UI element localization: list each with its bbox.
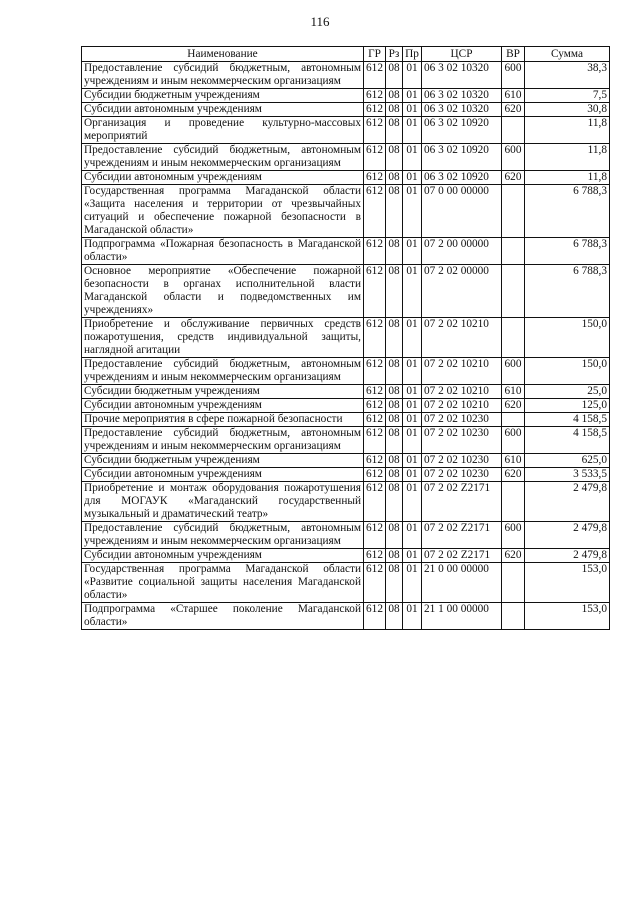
cell-csr: 21 1 00 00000: [422, 603, 502, 630]
cell-sum: 2 479,8: [525, 522, 610, 549]
cell-csr: 07 2 02 10210: [422, 318, 502, 358]
cell-sum: 153,0: [525, 603, 610, 630]
cell-vr: 620: [502, 171, 525, 185]
cell-sum: 11,8: [525, 171, 610, 185]
cell-vr: [502, 265, 525, 318]
cell-rz: 08: [386, 318, 403, 358]
cell-pr: 01: [403, 385, 422, 399]
cell-sum: 4 158,5: [525, 427, 610, 454]
table-row: [82, 522, 610, 549]
table-row: [82, 318, 610, 358]
cell-vr: 610: [502, 89, 525, 103]
cell-gr: 612: [364, 413, 386, 427]
cell-rz: 08: [386, 238, 403, 265]
cell-gr: 612: [364, 468, 386, 482]
cell-rz: 08: [386, 103, 403, 117]
table-row: [82, 358, 610, 385]
cell-pr: 01: [403, 171, 422, 185]
cell-name: Государственная программа Магаданской области «Защита населения и территории от чрезвычайных ситуаций и обеспечение пожарной безопасности в Магаданской области»: [82, 185, 364, 238]
cell-csr: 07 2 02 10210: [422, 399, 502, 413]
cell-pr: 01: [403, 238, 422, 265]
cell-rz: 08: [386, 563, 403, 603]
column-header-pr: Пр: [403, 47, 422, 62]
cell-csr: 07 2 02 10230: [422, 454, 502, 468]
table-row: [82, 89, 610, 103]
cell-name: Субсидии бюджетным учреждениям: [82, 454, 364, 468]
table-row: [82, 454, 610, 468]
column-header-rz: Рз: [386, 47, 403, 62]
cell-name: Предоставление субсидий бюджетным, автономным учреждениям и иным некоммерческим организациям: [82, 62, 364, 89]
cell-sum: 153,0: [525, 563, 610, 603]
table-row: [82, 399, 610, 413]
cell-vr: 600: [502, 144, 525, 171]
cell-gr: 612: [364, 144, 386, 171]
cell-vr: 610: [502, 385, 525, 399]
cell-csr: 06 3 02 10320: [422, 62, 502, 89]
cell-rz: 08: [386, 549, 403, 563]
cell-vr: [502, 318, 525, 358]
cell-csr: 07 2 00 00000: [422, 238, 502, 265]
cell-pr: 01: [403, 117, 422, 144]
cell-vr: 600: [502, 62, 525, 89]
cell-pr: 01: [403, 563, 422, 603]
cell-pr: 01: [403, 468, 422, 482]
cell-rz: 08: [386, 413, 403, 427]
table-row: [82, 603, 610, 630]
cell-sum: 7,5: [525, 89, 610, 103]
cell-name: Государственная программа Магаданской области «Развитие социальной защиты населения Магаданской области»: [82, 563, 364, 603]
cell-sum: 11,8: [525, 117, 610, 144]
cell-rz: 08: [386, 603, 403, 630]
cell-vr: 620: [502, 468, 525, 482]
cell-pr: 01: [403, 603, 422, 630]
cell-csr: 07 2 02 Z2171: [422, 482, 502, 522]
cell-csr: 07 0 00 00000: [422, 185, 502, 238]
cell-vr: [502, 482, 525, 522]
cell-csr: 21 0 00 00000: [422, 563, 502, 603]
cell-name: Приобретение и обслуживание первичных средств пожаротушения, средств индивидуальной защиты, наглядной агитации: [82, 318, 364, 358]
column-header-gr: ГР: [364, 47, 386, 62]
cell-pr: 01: [403, 89, 422, 103]
table-row: [82, 117, 610, 144]
cell-gr: 612: [364, 171, 386, 185]
cell-rz: 08: [386, 117, 403, 144]
table-row: [82, 144, 610, 171]
cell-sum: 4 158,5: [525, 413, 610, 427]
cell-sum: 38,3: [525, 62, 610, 89]
table-row: [82, 103, 610, 117]
cell-rz: 08: [386, 454, 403, 468]
table-row: [82, 185, 610, 238]
cell-csr: 07 2 02 10230: [422, 413, 502, 427]
page-number: 116: [310, 14, 330, 29]
cell-csr: 07 2 02 10230: [422, 468, 502, 482]
cell-name: Субсидии бюджетным учреждениям: [82, 89, 364, 103]
cell-vr: [502, 117, 525, 144]
cell-vr: [502, 563, 525, 603]
cell-gr: 612: [364, 358, 386, 385]
cell-gr: 612: [364, 238, 386, 265]
cell-pr: 01: [403, 265, 422, 318]
header-row: [82, 47, 610, 62]
table-row: [82, 563, 610, 603]
cell-name: Организация и проведение культурно-массовых мероприятий: [82, 117, 364, 144]
cell-gr: 612: [364, 89, 386, 103]
cell-gr: 612: [364, 399, 386, 413]
cell-name: Предоставление субсидий бюджетным, автономным учреждениям и иным некоммерческим организациям: [82, 358, 364, 385]
cell-vr: 600: [502, 358, 525, 385]
cell-name: Предоставление субсидий бюджетным, автономным учреждениям и иным некоммерческим организациям: [82, 427, 364, 454]
cell-rz: 08: [386, 89, 403, 103]
cell-sum: 2 479,8: [525, 482, 610, 522]
cell-name: Субсидии автономным учреждениям: [82, 399, 364, 413]
cell-name: Основное мероприятие «Обеспечение пожарной безопасности в органах исполнительной власти Магаданской области и подведомственных им учреждениях»: [82, 265, 364, 318]
cell-pr: 01: [403, 549, 422, 563]
cell-sum: 3 533,5: [525, 468, 610, 482]
table-row: [82, 385, 610, 399]
cell-sum: 6 788,3: [525, 265, 610, 318]
cell-pr: 01: [403, 454, 422, 468]
cell-csr: 07 2 02 10210: [422, 385, 502, 399]
cell-vr: 620: [502, 549, 525, 563]
cell-sum: 125,0: [525, 399, 610, 413]
table-header: [82, 47, 610, 62]
table-body: [82, 62, 610, 630]
cell-sum: 25,0: [525, 385, 610, 399]
cell-pr: 01: [403, 103, 422, 117]
cell-rz: 08: [386, 385, 403, 399]
cell-csr: 07 2 02 Z2171: [422, 522, 502, 549]
cell-sum: 30,8: [525, 103, 610, 117]
table-row: [82, 62, 610, 89]
cell-sum: 2 479,8: [525, 549, 610, 563]
cell-csr: 06 3 02 10320: [422, 103, 502, 117]
cell-pr: 01: [403, 482, 422, 522]
cell-gr: 612: [364, 265, 386, 318]
cell-rz: 08: [386, 522, 403, 549]
cell-csr: 06 3 02 10920: [422, 117, 502, 144]
cell-pr: 01: [403, 522, 422, 549]
cell-vr: [502, 185, 525, 238]
cell-csr: 07 2 02 10230: [422, 427, 502, 454]
table-row: [82, 413, 610, 427]
cell-sum: 6 788,3: [525, 185, 610, 238]
cell-vr: [502, 238, 525, 265]
cell-name: Подпрограмма «Пожарная безопасность в Магаданской области»: [82, 238, 364, 265]
cell-gr: 612: [364, 522, 386, 549]
cell-vr: 620: [502, 103, 525, 117]
cell-vr: 620: [502, 399, 525, 413]
cell-rz: 08: [386, 185, 403, 238]
cell-vr: 610: [502, 454, 525, 468]
cell-pr: 01: [403, 399, 422, 413]
table-row: [82, 238, 610, 265]
cell-vr: [502, 413, 525, 427]
cell-pr: 01: [403, 413, 422, 427]
column-header-vr: ВР: [502, 47, 525, 62]
cell-vr: [502, 603, 525, 630]
cell-gr: 612: [364, 563, 386, 603]
budget-table: [81, 46, 610, 630]
cell-sum: 11,8: [525, 144, 610, 171]
cell-pr: 01: [403, 144, 422, 171]
table-row: [82, 468, 610, 482]
cell-rz: 08: [386, 265, 403, 318]
cell-rz: 08: [386, 427, 403, 454]
cell-csr: 06 3 02 10920: [422, 171, 502, 185]
cell-pr: 01: [403, 185, 422, 238]
cell-pr: 01: [403, 318, 422, 358]
cell-sum: 6 788,3: [525, 238, 610, 265]
cell-gr: 612: [364, 62, 386, 89]
cell-csr: 07 2 02 00000: [422, 265, 502, 318]
cell-rz: 08: [386, 399, 403, 413]
cell-csr: 07 2 02 10210: [422, 358, 502, 385]
cell-rz: 08: [386, 482, 403, 522]
cell-sum: 150,0: [525, 318, 610, 358]
cell-gr: 612: [364, 318, 386, 358]
cell-csr: 06 3 02 10320: [422, 89, 502, 103]
cell-pr: 01: [403, 358, 422, 385]
cell-name: Субсидии бюджетным учреждениям: [82, 385, 364, 399]
cell-gr: 612: [364, 385, 386, 399]
cell-gr: 612: [364, 117, 386, 144]
cell-vr: 600: [502, 427, 525, 454]
cell-pr: 01: [403, 427, 422, 454]
cell-vr: 600: [502, 522, 525, 549]
column-header-name: Наименование: [82, 47, 364, 62]
cell-pr: 01: [403, 62, 422, 89]
column-header-csr: ЦСР: [422, 47, 502, 62]
table-row: [82, 482, 610, 522]
cell-rz: 08: [386, 358, 403, 385]
cell-rz: 08: [386, 144, 403, 171]
cell-name: Предоставление субсидий бюджетным, автономным учреждениям и иным некоммерческим организациям: [82, 522, 364, 549]
cell-sum: 150,0: [525, 358, 610, 385]
cell-gr: 612: [364, 185, 386, 238]
cell-csr: 07 2 02 Z2171: [422, 549, 502, 563]
cell-csr: 06 3 02 10920: [422, 144, 502, 171]
cell-gr: 612: [364, 103, 386, 117]
cell-gr: 612: [364, 549, 386, 563]
cell-gr: 612: [364, 454, 386, 468]
cell-name: Предоставление субсидий бюджетным, автономным учреждениям и иным некоммерческим организациям: [82, 144, 364, 171]
table-row: [82, 265, 610, 318]
cell-name: Субсидии автономным учреждениям: [82, 468, 364, 482]
cell-name: Прочие мероприятия в сфере пожарной безопасности: [82, 413, 364, 427]
cell-gr: 612: [364, 603, 386, 630]
cell-name: Приобретение и монтаж оборудования пожаротушения для МОГАУК «Магаданский государственный музыкальный и драматический театр»: [82, 482, 364, 522]
cell-name: Субсидии автономным учреждениям: [82, 171, 364, 185]
table-row: [82, 427, 610, 454]
column-header-sum: Сумма: [525, 47, 610, 62]
cell-gr: 612: [364, 427, 386, 454]
cell-rz: 08: [386, 62, 403, 89]
table-row: [82, 171, 610, 185]
cell-name: Субсидии автономным учреждениям: [82, 549, 364, 563]
cell-gr: 612: [364, 482, 386, 522]
table-row: [82, 549, 610, 563]
cell-name: Субсидии автономным учреждениям: [82, 103, 364, 117]
cell-rz: 08: [386, 171, 403, 185]
cell-rz: 08: [386, 468, 403, 482]
cell-sum: 625,0: [525, 454, 610, 468]
cell-name: Подпрограмма «Старшее поколение Магаданской области»: [82, 603, 364, 630]
